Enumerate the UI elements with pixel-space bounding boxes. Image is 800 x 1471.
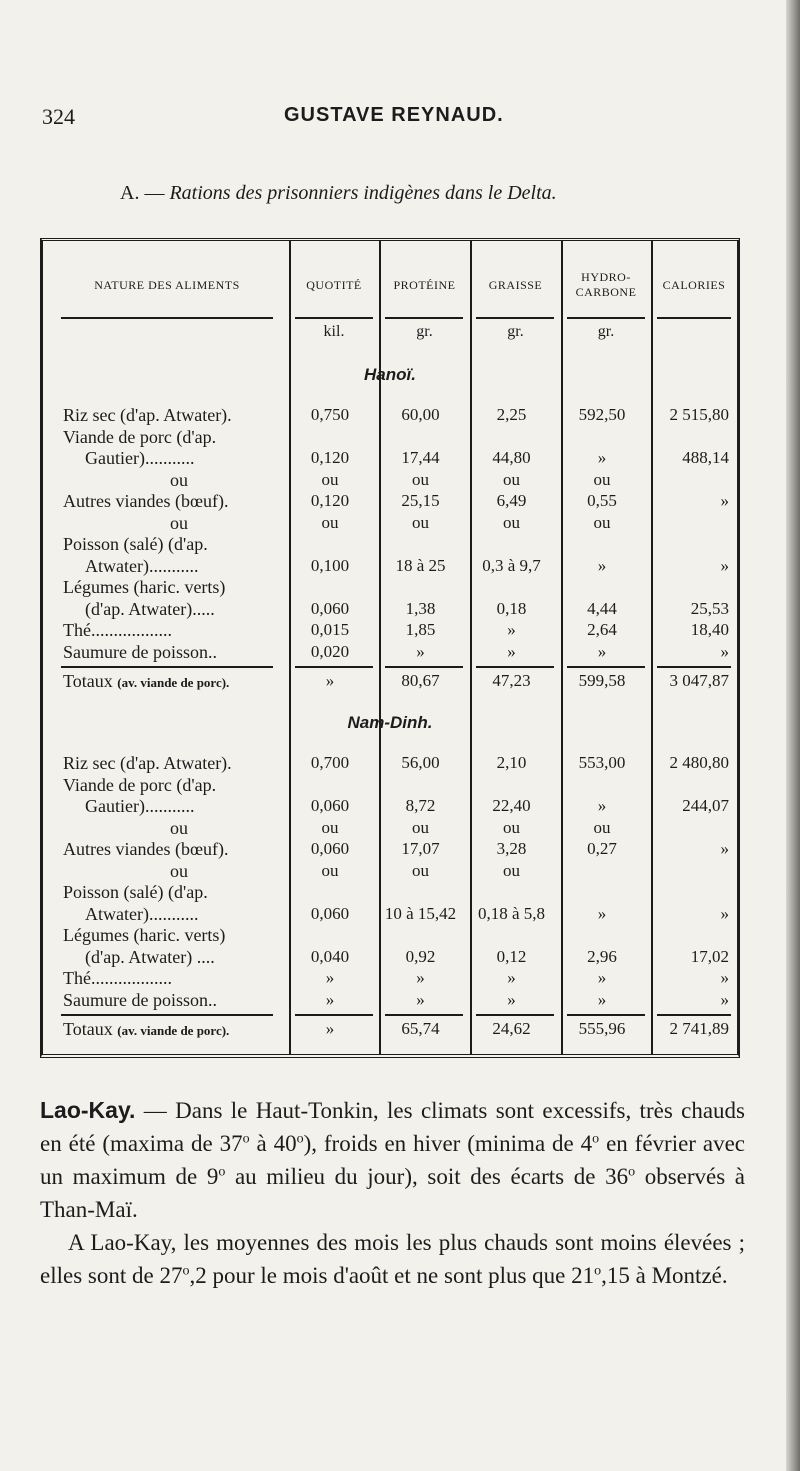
header-rule [295, 317, 373, 319]
cell-c: » [720, 491, 729, 510]
cell-c: 25,53 [690, 598, 729, 618]
cell-p: 17,44 [401, 448, 440, 467]
section-title: Hanoï. [364, 365, 416, 384]
degree-mark: o [242, 1131, 250, 1147]
paragraph-text: au milieu du jour), soit des écarts de 36 [225, 1164, 629, 1189]
table-row [43, 882, 737, 902]
header-hydrocarbone: HYDRO- CARBONE [575, 270, 637, 299]
cell-c: » [720, 903, 729, 923]
paragraph-lao-kay [40, 1094, 745, 1226]
header-nature: NATURE DES ALIMENTS [94, 277, 240, 292]
cell-c: » [720, 555, 729, 575]
cell-p: ou [412, 860, 429, 880]
cell-c: » [720, 968, 729, 987]
cell-h: 0,27 [587, 839, 617, 858]
table-row [43, 796, 737, 816]
cell-g: 2,25 [496, 405, 527, 424]
paragraph-text: A Lao-Kay, les moyennes des mois les plus chauds sont moins élevées ; elles sont de 27 [40, 1230, 745, 1288]
cell-h: » [597, 903, 607, 923]
cell-h: 592,50 [578, 405, 626, 424]
total-p: 80,67 [401, 671, 440, 690]
table-row [43, 577, 737, 597]
totals-row [43, 671, 737, 691]
table-row [43, 534, 737, 554]
cell-q: » [325, 989, 335, 1009]
cell-c: » [720, 989, 729, 1009]
running-head [42, 104, 742, 134]
header-rule [61, 317, 273, 319]
cell-g: » [507, 620, 516, 639]
cell-g: » [507, 641, 516, 661]
row-label: Légumes (haric. verts) [63, 577, 226, 597]
table-row [43, 861, 737, 881]
table-row [43, 642, 737, 662]
cell-c: 2 515,80 [669, 405, 729, 424]
cell-g: 3,28 [496, 839, 527, 858]
total-g: 24,62 [492, 1019, 531, 1038]
total-g: 47,23 [492, 671, 531, 690]
cell-h: » [597, 448, 607, 467]
cell-p: 18 à 25 [395, 555, 446, 575]
row-label: ou [170, 469, 188, 490]
header-calories: CALORIES [662, 277, 726, 292]
degree-mark: o [628, 1164, 636, 1180]
cell-g: 0,3 à 9,7 [482, 555, 541, 575]
unit-graisse: gr. [507, 323, 524, 340]
table-row [43, 448, 737, 468]
author-name: GUSTAVE REYNAUD. [284, 104, 504, 126]
total-rule [61, 1014, 273, 1016]
total-rule [657, 666, 731, 668]
cell-h: 4,44 [587, 598, 617, 618]
cell-q: 0,060 [310, 839, 350, 858]
cell-q: » [325, 968, 335, 987]
cell-p: » [416, 968, 425, 987]
cell-q: 0,060 [310, 598, 350, 618]
header-rule [385, 317, 463, 319]
paragraph-text: — Dans le Haut-Tonkin, les climats sont excessifs, très chauds en été (maxima de 37 [40, 1098, 745, 1156]
section-title: Nam-Dinh. [347, 713, 433, 732]
cell-g: 0,12 [496, 946, 527, 966]
total-rule [476, 1014, 554, 1016]
header-graisse: GRAISSE [488, 277, 543, 292]
cell-p: 1,85 [405, 620, 436, 639]
cell-c: 17,02 [690, 946, 729, 966]
cell-q: 0,120 [310, 491, 350, 510]
cell-h: » [597, 796, 607, 815]
row-label: Légumes (haric. verts) [63, 925, 226, 945]
total-q: » [325, 1019, 335, 1038]
cell-q: 0,040 [310, 946, 350, 966]
table-row [43, 925, 737, 945]
row-label: (d'ap. Atwater) .... [85, 946, 215, 967]
row-label: Thé.................. [63, 968, 172, 988]
cell-g: ou [503, 817, 520, 837]
degree-mark: o [182, 1263, 190, 1279]
cell-h: ou [593, 512, 611, 532]
cell-q: ou [321, 512, 339, 532]
row-label: ou [170, 512, 188, 533]
row-label: Autres viandes (bœuf). [63, 839, 229, 859]
degree-mark: o [594, 1263, 602, 1279]
total-rule [295, 1014, 373, 1016]
rations-table [40, 238, 740, 1058]
paragraph-text: à 40 [249, 1131, 297, 1156]
table-row [43, 491, 737, 511]
paragraph-text: ,2 pour le mois d'août et ne sont plus que 21 [189, 1263, 595, 1288]
unit-quotite: kil. [323, 323, 345, 340]
cell-g: 0,18 [496, 598, 527, 618]
page-number: 324 [42, 104, 75, 129]
paragraph-moyennes [40, 1226, 745, 1292]
totals-qualifier: (av. viande de porc). [117, 675, 230, 690]
cell-q: 0,020 [310, 641, 350, 661]
table-title [120, 182, 720, 205]
cell-p: 1,38 [405, 598, 436, 618]
cell-p: 60,00 [401, 405, 440, 424]
totals-word: Totaux [63, 1019, 113, 1039]
cell-p: 10 à 15,42 [384, 903, 457, 923]
cell-p: 25,15 [401, 491, 440, 510]
cell-p: ou [412, 512, 429, 532]
table-row [43, 405, 737, 425]
total-rule [385, 666, 463, 668]
row-label: ou [170, 860, 188, 881]
cell-g: 0,18 à 5,8 [477, 903, 546, 923]
table-row [43, 990, 737, 1010]
table-row [43, 556, 737, 576]
cell-c: 18,40 [690, 620, 729, 639]
cell-g: » [507, 968, 516, 987]
degree-mark: o [592, 1131, 600, 1147]
cell-c: » [720, 839, 729, 858]
row-label: Riz sec (d'ap. Atwater). [63, 753, 232, 773]
table-row [43, 599, 737, 619]
cell-q: ou [321, 817, 339, 837]
header-proteine: PROTÉINE [393, 277, 456, 292]
cell-g: 44,80 [492, 448, 531, 467]
cell-g: 22,40 [492, 796, 531, 815]
cell-h: 2,64 [587, 620, 617, 639]
cell-g: ou [503, 512, 520, 532]
total-rule [61, 666, 273, 668]
cell-h: » [597, 989, 607, 1009]
table-row [43, 818, 737, 838]
degree-mark: o [218, 1164, 226, 1180]
row-label: ou [170, 817, 188, 838]
row-label: Autres viandes (bœuf). [63, 491, 229, 511]
total-rule [567, 666, 645, 668]
row-label: Thé.................. [63, 620, 172, 640]
total-h: 555,96 [578, 1019, 626, 1038]
cell-p: 17,07 [401, 839, 440, 858]
cell-q: 0,060 [310, 903, 350, 923]
cell-p: » [416, 989, 425, 1009]
cell-q: ou [321, 860, 339, 880]
unit-hydrocarbone: gr. [597, 323, 615, 340]
table-row [43, 427, 737, 447]
table-row [43, 947, 737, 967]
header-rule [657, 317, 731, 319]
row-label: Atwater)........... [85, 555, 199, 576]
total-rule [295, 666, 373, 668]
cell-h: ou [593, 817, 611, 837]
cell-p: 0,92 [405, 946, 436, 966]
cell-g: 6,49 [496, 491, 527, 510]
total-c: 3 047,87 [669, 671, 729, 690]
row-label: Poisson (salé) (d'ap. [63, 534, 208, 554]
table-title-text: Rations des prisonniers indigènes dans le Delta. [169, 182, 557, 204]
table-title-prefix: A. — [120, 182, 165, 204]
totals-label [63, 1019, 295, 1041]
totals-word: Totaux [63, 671, 113, 691]
cell-p: 56,00 [401, 753, 440, 772]
row-label: Saumure de poisson.. [63, 641, 217, 662]
row-label: Gautier)........... [85, 448, 195, 468]
row-label: Poisson (salé) (d'ap. [63, 882, 208, 902]
paragraph-text: ,15 à Montzé. [601, 1263, 728, 1288]
totals-label [63, 671, 295, 693]
totals-row [43, 1019, 737, 1039]
unit-proteine: gr. [416, 323, 433, 340]
row-label: Saumure de poisson.. [63, 989, 217, 1010]
total-rule [476, 666, 554, 668]
cell-p: ou [412, 817, 429, 837]
cell-q: 0,120 [310, 448, 350, 467]
table-row [43, 470, 737, 490]
cell-q: 0,100 [310, 555, 350, 575]
page-edge [786, 0, 800, 1471]
cell-g: » [507, 989, 516, 1009]
cell-h: 0,55 [587, 491, 617, 510]
table-row [43, 620, 737, 640]
table-row [43, 753, 737, 773]
cell-p: 8,72 [405, 796, 436, 815]
cell-h: » [597, 641, 607, 661]
cell-c: 244,07 [682, 796, 729, 815]
cell-g: ou [503, 469, 520, 489]
cell-q: 0,015 [310, 620, 350, 639]
row-label: Gautier)........... [85, 796, 195, 816]
row-label: Riz sec (d'ap. Atwater). [63, 405, 232, 425]
cell-h: 2,96 [587, 946, 617, 966]
table-row [43, 839, 737, 859]
cell-g: ou [503, 860, 520, 880]
cell-h: ou [593, 469, 611, 489]
cell-h: » [597, 968, 607, 987]
paragraph-text: ), froids en hiver (minima de 4 [303, 1131, 593, 1156]
paragraph-lead: Lao-Kay. [40, 1097, 136, 1123]
cell-c: 488,14 [682, 448, 729, 467]
total-p: 65,74 [401, 1019, 440, 1038]
total-rule [657, 1014, 731, 1016]
header-rule [476, 317, 554, 319]
paragraph-text: en février avec un maximum de 9 [40, 1131, 745, 1189]
table-row [43, 775, 737, 795]
cell-h: » [597, 555, 607, 575]
total-c: 2 741,89 [669, 1019, 729, 1038]
table-row [43, 513, 737, 533]
total-rule [385, 1014, 463, 1016]
body-text [40, 1094, 745, 1292]
row-label: Viande de porc (d'ap. [63, 426, 217, 447]
total-h: 599,58 [578, 671, 626, 690]
table-row [43, 904, 737, 924]
total-rule [567, 1014, 645, 1016]
total-q: » [325, 671, 335, 690]
cell-q: 0,060 [310, 796, 350, 815]
row-label: (d'ap. Atwater)..... [85, 598, 215, 619]
cell-c: » [720, 641, 729, 661]
degree-mark: o [296, 1131, 304, 1147]
cell-p: » [416, 641, 425, 661]
table-row [43, 968, 737, 988]
paragraph-text: observés à Than-Maï. [40, 1164, 746, 1222]
cell-c: 2 480,80 [669, 753, 729, 772]
totals-qualifier: (av. viande de porc). [117, 1023, 230, 1038]
cell-h: 553,00 [578, 753, 626, 772]
cell-q: 0,700 [310, 753, 350, 772]
cell-q: ou [321, 469, 339, 489]
row-label: Atwater)........... [85, 903, 199, 924]
header-rule [567, 317, 645, 319]
row-label: Viande de porc (d'ap. [63, 774, 217, 795]
cell-p: ou [412, 469, 429, 489]
header-quotite: QUOTITÉ [306, 277, 362, 292]
cell-g: 2,10 [496, 753, 527, 772]
cell-q: 0,750 [310, 405, 350, 424]
